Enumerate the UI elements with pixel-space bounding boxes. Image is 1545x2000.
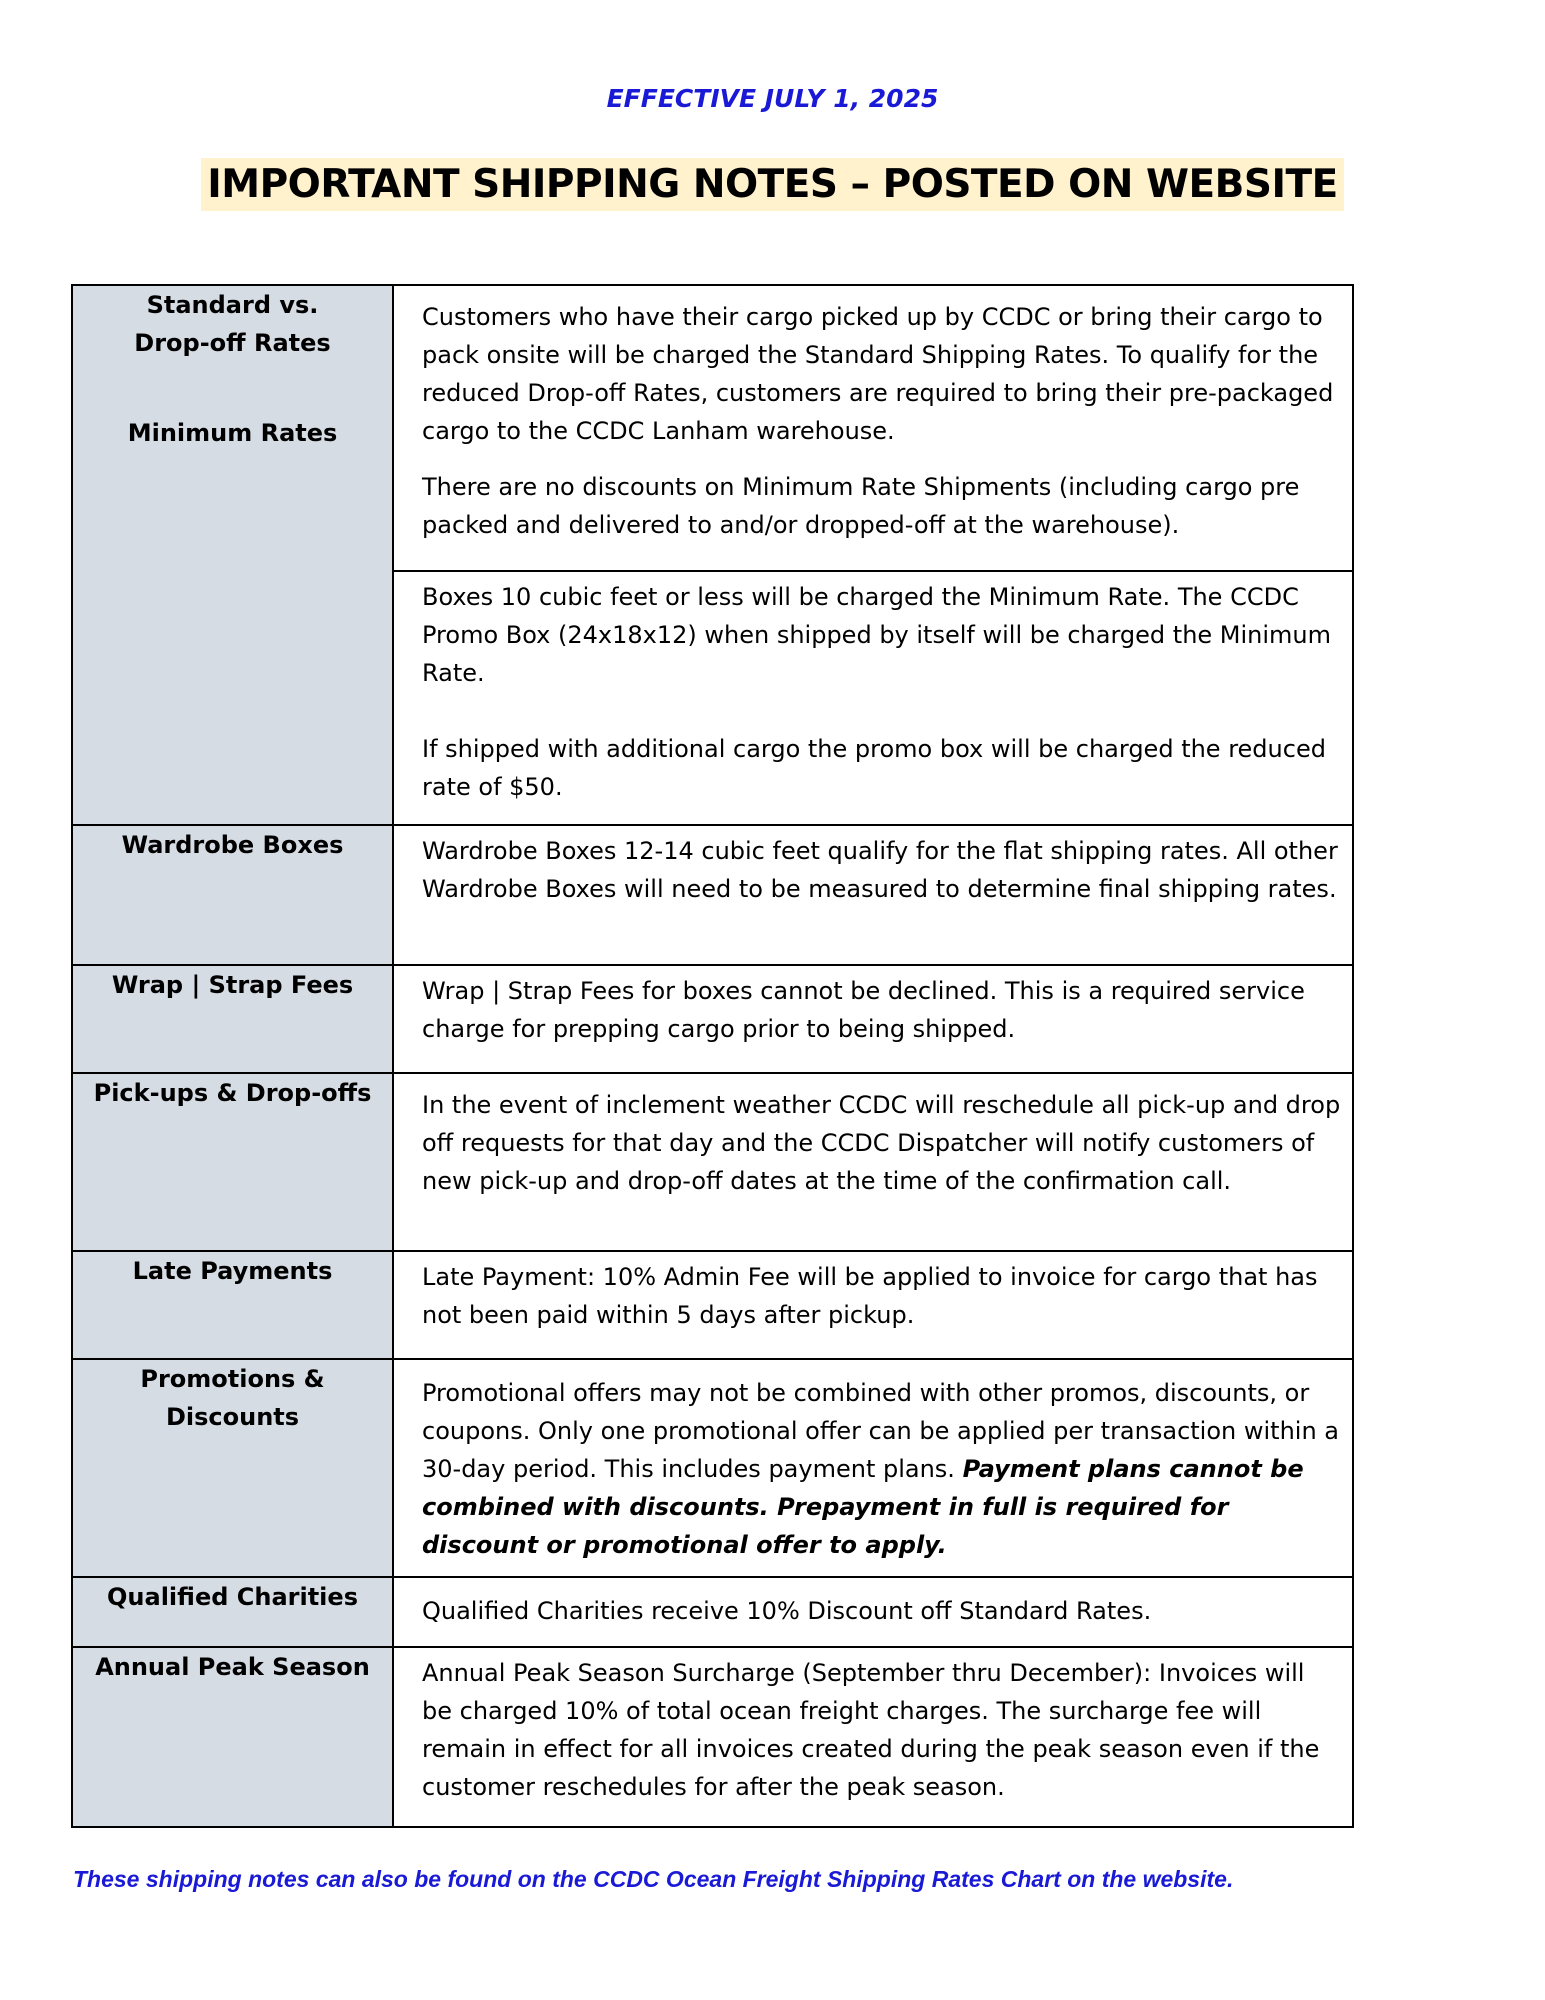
- label-text: Drop-off Rates: [134, 329, 331, 357]
- label-text: Standard vs.: [146, 291, 319, 319]
- row-content-promotions: [393, 1359, 1353, 1577]
- promo-bold-text: Payment plans cannot be combined with discounts. Prepayment in full is required for discount or promotional offer to apply.: [422, 1455, 1304, 1559]
- row-content-standard: [393, 285, 1353, 571]
- table-row: [72, 1073, 1353, 1251]
- label-text: Promotions &: [140, 1365, 325, 1393]
- row-content-charities: [393, 1577, 1353, 1647]
- paragraph: Late Payment: 10% Admin Fee will be applied to invoice for cargo that has not been paid within 5 days after pickup.: [422, 1263, 1318, 1329]
- promo-text: Promotional offers may not be combined with other promos, discounts, or coupons. Only one promotional offer can be applied per transaction within a 30-day period. This includes payment plans.: [422, 1379, 1339, 1483]
- row-label-charities: Qualified Charities: [72, 1577, 393, 1647]
- table-row: [72, 1647, 1353, 1827]
- paragraph: There are no discounts on Minimum Rate Shipments (including cargo pre packed and delivered to and/or dropped-off at the warehouse).: [422, 473, 1300, 539]
- row-content-pickups: [393, 1073, 1353, 1251]
- table-row: [72, 1359, 1353, 1577]
- label-minimum: Minimum Rates: [127, 419, 338, 447]
- paragraph: Qualified Charities receive 10% Discount off Standard Rates.: [422, 1597, 1152, 1625]
- table-row: [72, 965, 1353, 1073]
- row-label-promotions: [72, 1359, 393, 1577]
- paragraph: If shipped with additional cargo the promo box will be charged the reduced rate of $50.: [422, 735, 1326, 801]
- row-label-standard-minimum: [72, 285, 393, 825]
- table-row: [72, 285, 1353, 571]
- effective-date: EFFECTIVE JULY 1, 2025: [606, 84, 939, 113]
- paragraph: In the event of inclement weather CCDC will reschedule all pick-up and drop off requests for that day and the CCDC Dispatcher will notify customers of new pick-up and drop-off dates at the time of the confirmation call.: [422, 1091, 1341, 1195]
- table-row: [72, 1251, 1353, 1359]
- row-content-wardrobe: [393, 825, 1353, 965]
- paragraph: Annual Peak Season Surcharge (September thru December): Invoices will be charged 10% of total ocean freight charges. The surcharge fee will remain in effect for all invoices created during the peak season even if the customer reschedules for after the peak season.: [422, 1659, 1320, 1801]
- row-label-wardrobe: Wardrobe Boxes: [72, 825, 393, 965]
- paragraph: Wrap | Strap Fees for boxes cannot be declined. This is a required service charge for prepping cargo prior to being shipped.: [422, 977, 1305, 1043]
- row-label-late: Late Payments: [72, 1251, 393, 1359]
- table-row: [72, 825, 1353, 965]
- paragraph: Customers who have their cargo picked up by CCDC or bring their cargo to pack onsite will be charged the Standard Shipping Rates. To qualify for the reduced Drop-off Rates, customers are required to bring their pre-packaged cargo to the CCDC Lanham warehouse.: [422, 303, 1334, 445]
- shipping-notes-table: [71, 284, 1354, 1828]
- row-content-late: [393, 1251, 1353, 1359]
- paragraph: [422, 1374, 1342, 1564]
- paragraph: Wardrobe Boxes 12-14 cubic feet qualify for the flat shipping rates. All other Wardrobe Boxes will need to be measured to determine final shipping rates.: [422, 837, 1338, 903]
- row-label-wrap: Wrap | Strap Fees: [72, 965, 393, 1073]
- table-row: [72, 1577, 1353, 1647]
- footer-note: These shipping notes can also be found on the CCDC Ocean Freight Shipping Rates Chart on the website.: [73, 1866, 1234, 1892]
- page-title: IMPORTANT SHIPPING NOTES – POSTED ON WEBSITE: [201, 158, 1343, 211]
- row-label-peak: Annual Peak Season: [72, 1647, 393, 1827]
- row-content-peak: [393, 1647, 1353, 1827]
- row-content-wrap: [393, 965, 1353, 1073]
- row-content-minimum: [393, 571, 1353, 825]
- label-text: Discounts: [165, 1403, 300, 1431]
- row-label-pickups: Pick-ups & Drop-offs: [72, 1073, 393, 1251]
- title-wrapper: [0, 158, 1545, 211]
- label-standard: [81, 286, 384, 362]
- paragraph: Boxes 10 cubic feet or less will be charged the Minimum Rate. The CCDC Promo Box (24x18x12) when shipped by itself will be charged the Minimum Rate.: [422, 583, 1332, 687]
